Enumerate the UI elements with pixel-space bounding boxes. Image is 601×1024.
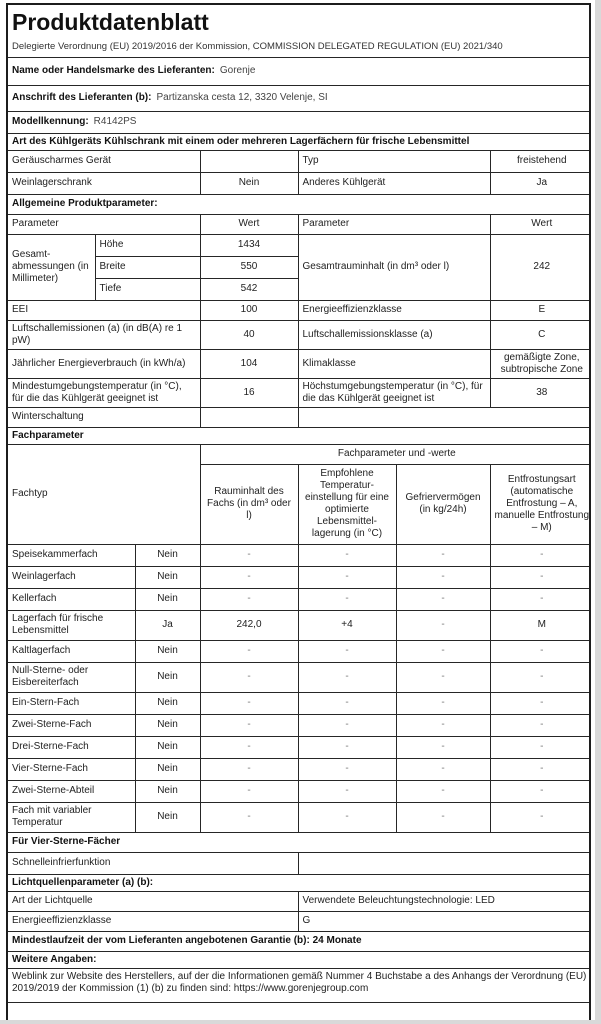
compartment-present: Nein [135,736,200,758]
compartment-type-label: Lagerfach für frische Lebensmittel [8,610,135,640]
dimension-name: Höhe [95,234,200,256]
column-header: Gefriervermögen (in kg/24h) [396,464,490,544]
compartment-row [8,780,591,802]
compartment-freeze: - [396,588,490,610]
volume-label: Gesamtrauminhalt (in dm³ oder l) [298,234,490,300]
compartment-type-label: Fach mit variabler Temperatur [8,802,135,832]
column-header: Wert [200,214,298,234]
supplier-address-label: Anschrift des Lieferanten (b): [12,92,152,103]
compartment-type-header: Fachtyp [8,444,200,544]
dimension-value: 550 [200,256,298,278]
compartment-temp: - [298,662,396,692]
supplier-name-label: Name oder Handelsmarke des Lieferanten: [12,65,215,76]
column-header: Parameter [298,214,490,234]
compartment-row [8,736,591,758]
compartment-volume: - [200,544,298,566]
compartment-volume: - [200,802,298,832]
compartment-volume: - [200,640,298,662]
compartment-defrost: - [490,544,591,566]
param-value: E [490,300,591,320]
compartment-freeze: - [396,758,490,780]
general-section-title: Allgemeine Produktparameter: [8,194,591,214]
compartment-temp: - [298,640,396,662]
dimension-name: Breite [95,256,200,278]
compartment-temp: - [298,566,396,588]
param-value: 104 [200,349,298,378]
compartment-freeze: - [396,736,490,758]
supplier-address-value: Partizanska cesta 12, 3320 Velenje, SI [156,92,328,103]
four-star-section-title: Für Vier-Sterne-Fächer [8,832,591,852]
winter-switch-value [200,407,298,427]
compartment-temp: - [298,588,396,610]
param-label: Energieeffizienzklasse [298,300,490,320]
param-value: 38 [490,378,591,407]
light-class-value: G [298,911,591,931]
param-value: 100 [200,300,298,320]
compartment-temp: - [298,736,396,758]
column-header: Entfrostungsart (automatische Entfrostung – A, manuelle Entfrostung – M) [490,464,591,544]
compartment-row [8,588,591,610]
param-value: freistehend [490,150,591,172]
compartment-freeze: - [396,544,490,566]
dimension-value: 1434 [200,234,298,256]
compartment-freeze: - [396,662,490,692]
compartment-present: Nein [135,640,200,662]
light-type-label: Art der Lichtquelle [8,891,298,911]
compartment-defrost: - [490,802,591,832]
compartment-temp: - [298,714,396,736]
param-label: Geräuscharmes Gerät [8,150,200,172]
compartment-present: Nein [135,802,200,832]
light-section-title: Lichtquellenparameter (a) (b): [8,874,591,891]
param-label: EEI [8,300,200,320]
appliance-type-row [8,133,591,150]
product-datasheet [6,3,591,1024]
column-header: Rauminhalt des Fachs (in dm³ oder l) [200,464,298,544]
datasheet-table [8,5,591,1003]
compartment-volume: - [200,758,298,780]
compartment-row [8,566,591,588]
compartment-defrost: - [490,736,591,758]
compartment-volume: - [200,692,298,714]
model-row [8,111,591,133]
compartment-freeze: - [396,640,490,662]
compartment-type-label: Ein-Stern-Fach [8,692,135,714]
warranty-row [8,931,591,951]
compartment-present: Nein [135,566,200,588]
page-shadow-bottom [0,1020,601,1024]
column-header: Empfohlene Temperatureinstellung für eine optimierte Lebensmittellagerung (in °C) [298,464,396,544]
compartment-defrost: - [490,692,591,714]
compartment-temp: - [298,802,396,832]
manufacturer-weblink: Weblink zur Website des Herstellers, auf der die Informationen gemäß Nummer 4 Buchstabe a des Anhangs der Verordnung (EU) 2019/2019 der Kommission (1) (b) zu finden sind: https://www.gorenjegroup.com [8,968,591,1002]
compartment-temp: - [298,544,396,566]
compartment-volume: - [200,566,298,588]
header-cell [8,5,591,57]
compartments-group-header: Fachparameter und -werte [200,444,591,464]
compartment-volume: - [200,588,298,610]
page-title: Produktdatenblatt [12,9,209,36]
compartment-temp: - [298,758,396,780]
compartment-volume: - [200,780,298,802]
param-label: Jährlicher Energieverbrauch (in kWh/a) [8,349,200,378]
warranty-value: 24 Monate [312,935,362,946]
more-info-section-title: Weitere Angaben: [8,951,591,968]
appliance-type-label: Art des Kühlgeräts [12,135,102,147]
compartment-type-label: Kaltlagerfach [8,640,135,662]
compartment-temp: - [298,692,396,714]
compartment-freeze: - [396,692,490,714]
compartment-row [8,544,591,566]
compartment-present: Nein [135,662,200,692]
param-value: C [490,320,591,349]
winter-switch-label: Winterschaltung [8,407,200,427]
compartment-type-label: Speisekammerfach [8,544,135,566]
column-header: Wert [490,214,591,234]
param-label: Klimaklasse [298,349,490,378]
compartment-defrost: - [490,714,591,736]
param-value: Nein [200,172,298,194]
compartment-type-label: Drei-Sterne-Fach [8,736,135,758]
model-label: Modellkennung: [12,116,89,127]
compartment-row [8,692,591,714]
param-label: Anderes Kühlgerät [298,172,490,194]
compartment-defrost: - [490,758,591,780]
dimension-value: 542 [200,278,298,300]
compartment-type-label: Null-Sterne- oder Eisbereiterfach [8,662,135,692]
compartment-freeze: - [396,566,490,588]
compartment-volume: - [200,736,298,758]
compartment-row [8,662,591,692]
compartment-type-label: Kellerfach [8,588,135,610]
compartment-defrost: - [490,662,591,692]
compartment-row [8,640,591,662]
compartment-type-label: Weinlagerfach [8,566,135,588]
compartment-present: Nein [135,758,200,780]
compartment-volume: 242,0 [200,610,298,640]
light-type-value: Verwendete Beleuchtungstechnologie: LED [298,891,591,911]
param-value: gemäßigte Zone, subtropische Zone [490,349,591,378]
compartment-volume: - [200,662,298,692]
page-shadow-right [595,0,601,1024]
compartment-freeze: - [396,610,490,640]
fast-freeze-value [298,852,591,874]
param-value: 40 [200,320,298,349]
warranty-label: Mindestlaufzeit der vom Lieferanten angebotenen Garantie (b): [12,935,310,946]
compartment-defrost: - [490,566,591,588]
compartment-present: Nein [135,544,200,566]
param-label: Höchstumgebungstemperatur (in °C), für die das Kühlgerät geeignet ist [298,378,490,407]
compartment-present: Nein [135,692,200,714]
compartment-present: Nein [135,714,200,736]
compartment-type-label: Vier-Sterne-Fach [8,758,135,780]
compartment-volume: - [200,714,298,736]
supplier-address-row [8,85,591,111]
compartment-present: Ja [135,610,200,640]
compartment-type-label: Zwei-Sterne-Abteil [8,780,135,802]
param-value [200,150,298,172]
param-label: Weinlagerschrank [8,172,200,194]
light-class-label: Energieeffizienzklasse [8,911,298,931]
model-value: R4142PS [93,116,137,127]
compartment-row [8,802,591,832]
appliance-type-value: Kühlschrank mit einem oder mehreren Lagerfächern für frische Lebensmittel [104,135,470,147]
empty-cell [298,407,591,427]
fast-freeze-label: Schnelleinfrierfunktion [8,852,298,874]
param-value: 16 [200,378,298,407]
supplier-name-row [8,57,591,85]
compartment-type-label: Zwei-Sterne-Fach [8,714,135,736]
compartment-present: Nein [135,780,200,802]
compartment-present: Nein [135,588,200,610]
param-label: Typ [298,150,490,172]
supplier-name-value: Gorenje [219,65,256,76]
compartment-defrost: - [490,640,591,662]
compartment-row [8,610,591,640]
compartment-defrost: M [490,610,591,640]
compartment-temp: +4 [298,610,396,640]
compartment-freeze: - [396,714,490,736]
compartment-row [8,758,591,780]
volume-value: 242 [490,234,591,300]
compartment-temp: - [298,780,396,802]
compartment-row [8,714,591,736]
compartment-freeze: - [396,802,490,832]
compartments-section-title: Fachparameter [8,427,591,444]
compartment-defrost: - [490,780,591,802]
param-label: Mindestumgebungstemperatur (in °C), für die das Kühlgerät geeignet ist [8,378,200,407]
dimensions-label: Gesamtabmessungen (in Millimeter) [8,234,95,300]
regulation-subtitle: Delegierte Verordnung (EU) 2019/2016 der Kommission, COMMISSION DELEGATED REGULATION (EU) 2021/340 [12,40,503,52]
column-header: Parameter [8,214,200,234]
dimension-name: Tiefe [95,278,200,300]
compartment-defrost: - [490,588,591,610]
param-value: Ja [490,172,591,194]
param-label: Luftschallemissionsklasse (a) [298,320,490,349]
compartment-freeze: - [396,780,490,802]
param-label: Luftschallemissionen (a) (in dB(A) re 1 pW) [8,320,200,349]
